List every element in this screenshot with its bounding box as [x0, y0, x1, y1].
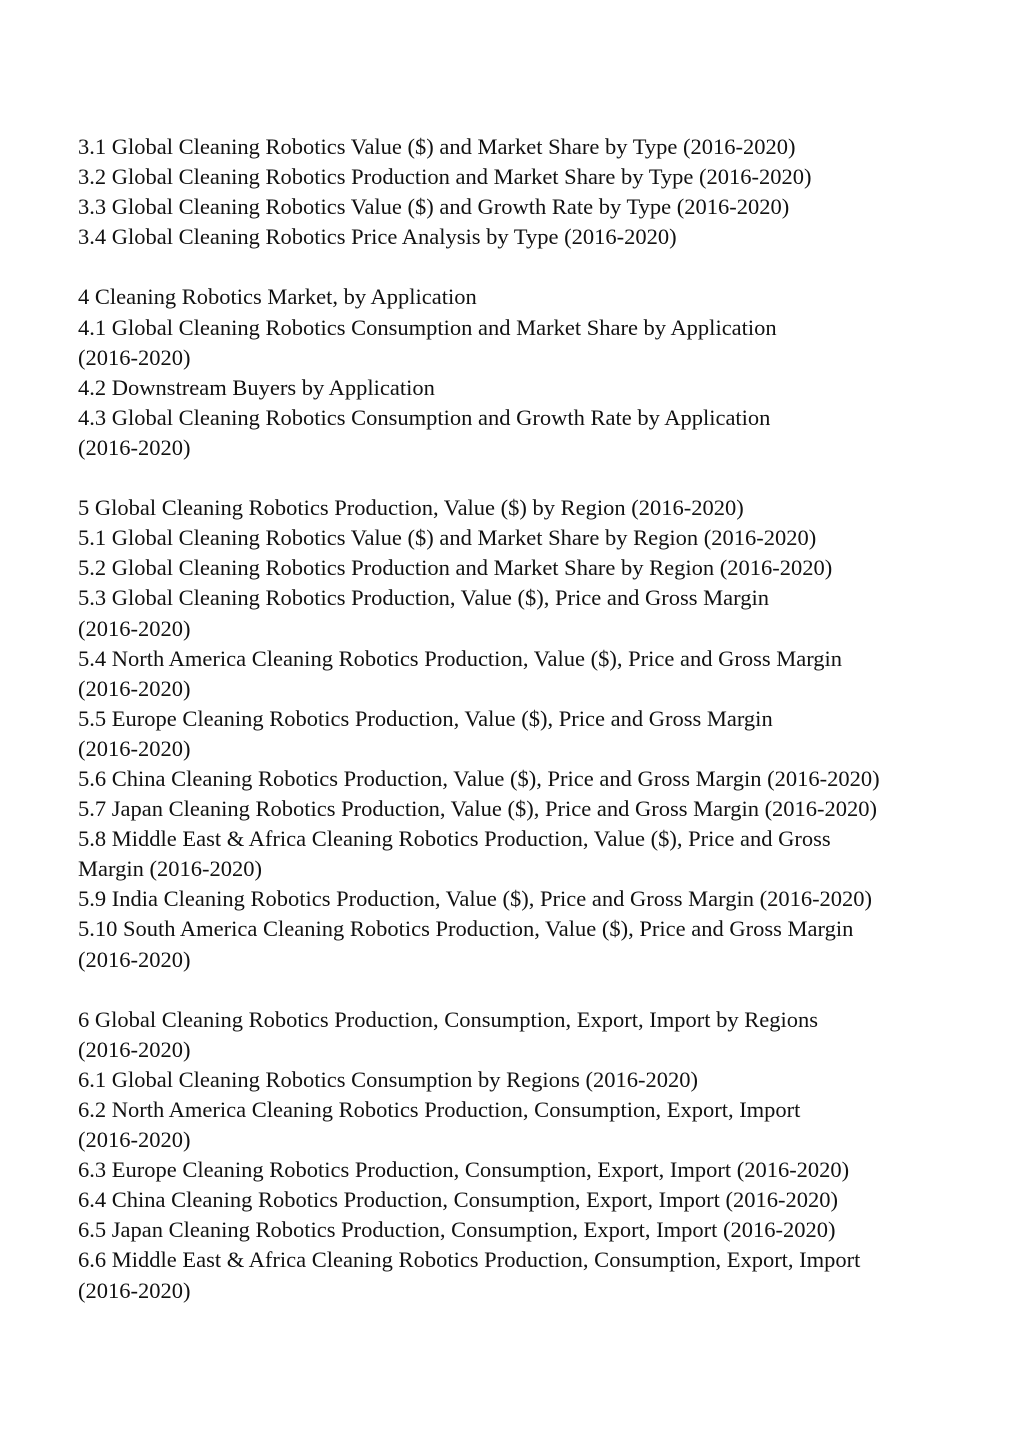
toc-line: 5.10 South America Cleaning Robotics Production, Value ($), Price and Gross Margin — [78, 916, 854, 942]
toc-line: 3.3 Global Cleaning Robotics Value ($) and Growth Rate by Type (2016-2020) — [78, 194, 790, 220]
toc-line: 5.9 India Cleaning Robotics Production, Value ($), Price and Gross Margin (2016-2020) — [78, 886, 873, 912]
toc-line: (2016-2020) — [78, 946, 191, 972]
toc-line: 5.4 North America Cleaning Robotics Production, Value ($), Price and Gross Margin — [78, 645, 843, 671]
toc-line: (2016-2020) — [78, 1277, 191, 1303]
toc-heading: 5 Global Cleaning Robotics Production, Value ($) by Region (2016-2020) — [78, 495, 744, 521]
toc-line: (2016-2020) — [78, 675, 191, 701]
toc-line: 4.2 Downstream Buyers by Application — [78, 374, 435, 400]
toc-line: 4.3 Global Cleaning Robotics Consumption and Growth Rate by Application — [78, 404, 771, 430]
toc-line: 6.4 China Cleaning Robotics Production, Consumption, Export, Import (2016-2020) — [78, 1187, 838, 1213]
toc-line: 5.1 Global Cleaning Robotics Value ($) and Market Share by Region (2016-2020) — [78, 525, 817, 551]
toc-line: 4.1 Global Cleaning Robotics Consumption and Market Share by Application — [78, 314, 777, 340]
toc-line: 5.3 Global Cleaning Robotics Production, Value ($), Price and Gross Margin — [78, 585, 769, 611]
toc-line: (2016-2020) — [78, 344, 191, 370]
section-5-region — [78, 493, 958, 975]
toc-line: (2016-2020) — [78, 1127, 191, 1153]
toc-line: (2016-2020) — [78, 1036, 191, 1062]
document-page — [78, 132, 958, 1306]
toc-heading: 4 Cleaning Robotics Market, by Application — [78, 284, 477, 310]
toc-line: (2016-2020) — [78, 434, 191, 460]
toc-line: 5.6 China Cleaning Robotics Production, Value ($), Price and Gross Margin (2016-2020) — [78, 765, 880, 791]
toc-line: 3.2 Global Cleaning Robotics Production and Market Share by Type (2016-2020) — [78, 164, 812, 190]
toc-line: 5.7 Japan Cleaning Robotics Production, Value ($), Price and Gross Margin (2016-2020) — [78, 796, 878, 822]
toc-line: (2016-2020) — [78, 735, 191, 761]
toc-line: 6.6 Middle East & Africa Cleaning Robotics Production, Consumption, Export, Import — [78, 1247, 861, 1273]
toc-heading: 6 Global Cleaning Robotics Production, Consumption, Export, Import by Regions — [78, 1006, 818, 1032]
toc-line: Margin (2016-2020) — [78, 856, 262, 882]
section-4-application — [78, 282, 958, 463]
toc-line: (2016-2020) — [78, 615, 191, 641]
toc-line: 5.2 Global Cleaning Robotics Production and Market Share by Region (2016-2020) — [78, 555, 833, 581]
toc-line: 6.2 North America Cleaning Robotics Production, Consumption, Export, Import — [78, 1097, 801, 1122]
toc-line: 6.1 Global Cleaning Robotics Consumption by Regions (2016-2020) — [78, 1066, 698, 1092]
toc-line: 3.1 Global Cleaning Robotics Value ($) and Market Share by Type (2016-2020) — [78, 134, 796, 159]
toc-line: 5.5 Europe Cleaning Robotics Production, Value ($), Price and Gross Margin — [78, 705, 773, 731]
section-3-type-analysis — [78, 132, 958, 252]
toc-line: 3.4 Global Cleaning Robotics Price Analysis by Type (2016-2020) — [78, 224, 677, 250]
toc-line: 5.8 Middle East & Africa Cleaning Robotics Production, Value ($), Price and Gross — [78, 826, 831, 852]
toc-line: 6.3 Europe Cleaning Robotics Production, Consumption, Export, Import (2016-2020) — [78, 1157, 850, 1183]
section-6-regions-trade — [78, 1005, 958, 1306]
toc-line: 6.5 Japan Cleaning Robotics Production, Consumption, Export, Import (2016-2020) — [78, 1217, 836, 1243]
